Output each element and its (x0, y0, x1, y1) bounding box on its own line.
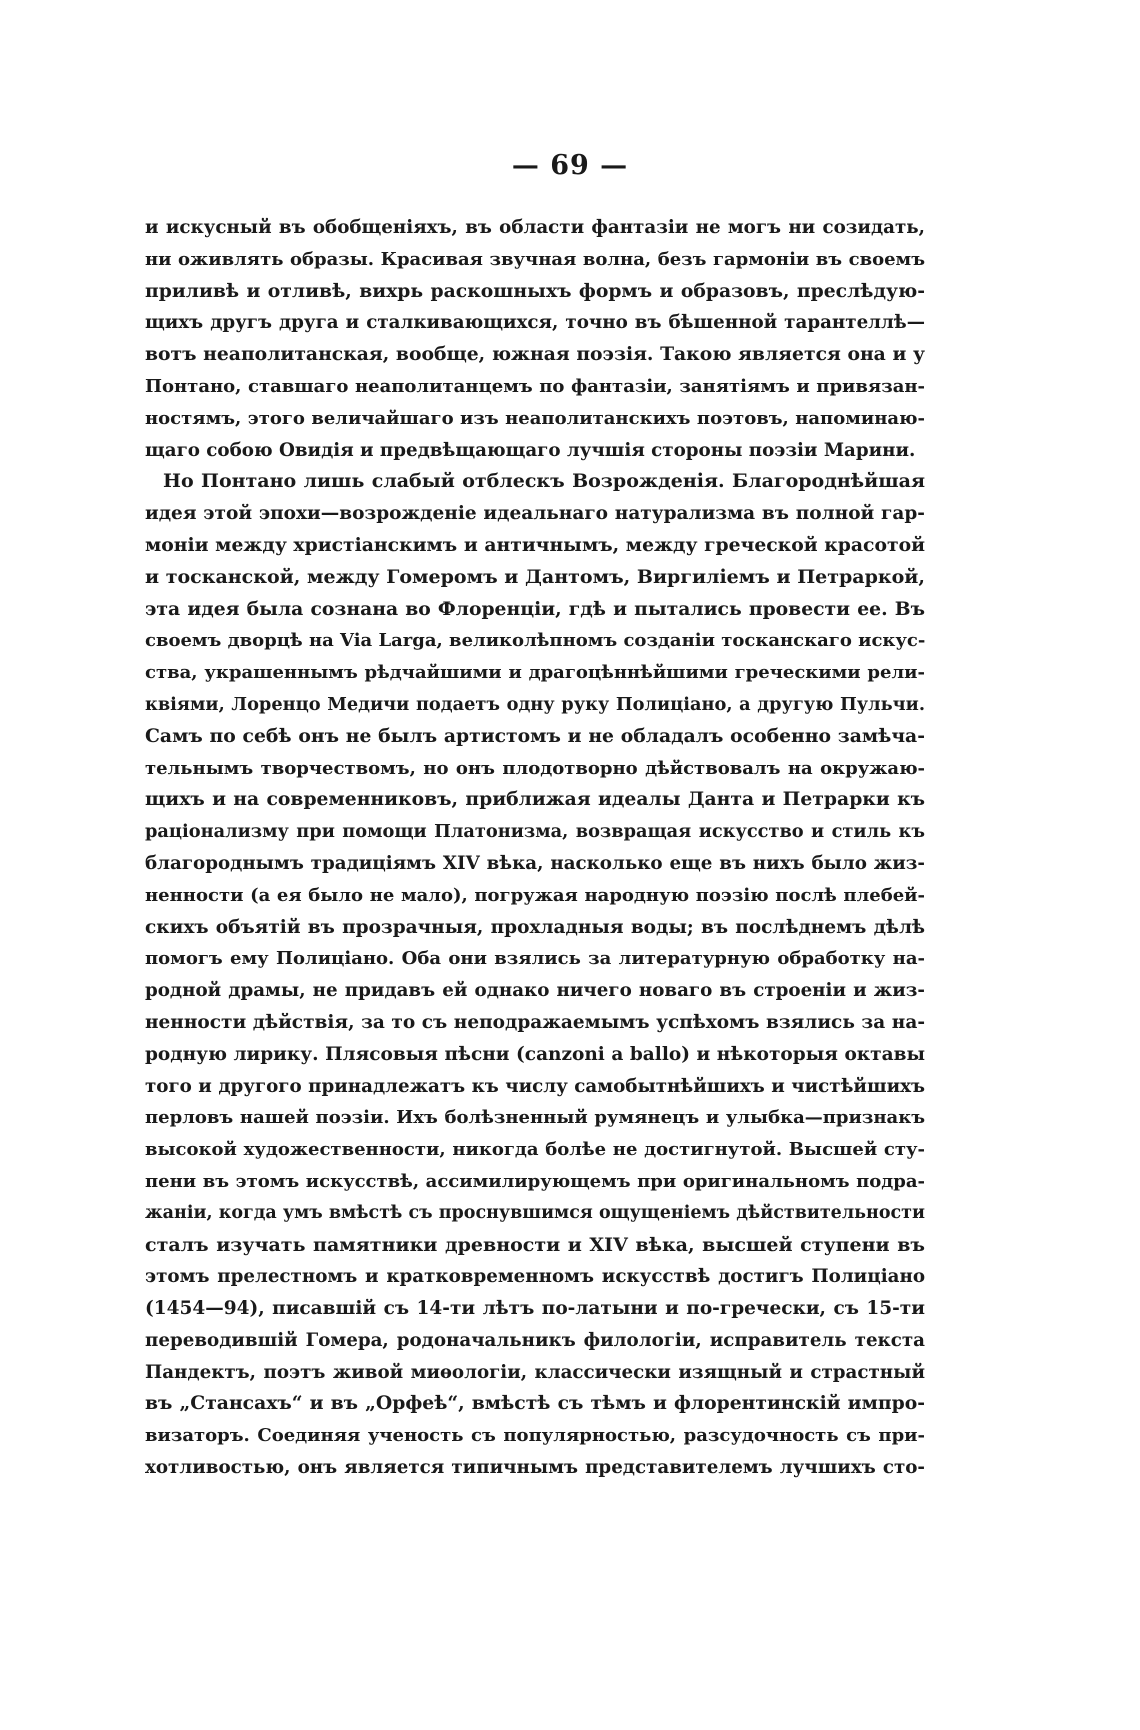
text-line: ностямъ, этого величайшаго изъ неаполитанскихъ поэтовъ, напоминаю- (145, 407, 925, 429)
text-line: сталъ изучать памятники древности и XIV вѣка, высшей ступени въ (145, 1233, 925, 1256)
text-line: (1454—94), писавшій съ 14-ти лѣтъ по-латыни и по-гречески, съ 15-ти (145, 1298, 925, 1320)
text-line: высокой художественности, никогда болѣе не достигнутой. Высшей сту- (145, 1139, 925, 1161)
text-line: моніи между христіанскимъ и античнымъ, между греческой красотой (145, 533, 925, 556)
body-text (145, 212, 925, 1484)
text-line: пени въ этомъ искусствѣ, ассимилирующемъ при оригинальномъ подра- (145, 1170, 925, 1192)
text-line: ства, украшеннымъ рѣдчайшими и драгоцѣннѣйшими греческими рели- (145, 662, 925, 684)
text-line: того и другого принадлежатъ къ числу самобытнѣйшихъ и чистѣйшихъ (145, 1075, 925, 1097)
text-line: Понтано, ставшаго неаполитанцемъ по фантазіи, занятіямъ и привязан- (145, 375, 925, 397)
text-line: тельнымъ творчествомъ, но онъ плодотворно дѣйствовалъ на окружаю- (145, 757, 925, 779)
text-line: квіями, Лоренцо Медичи подаетъ одну руку Полиціано, а другую Пульчи. (145, 693, 925, 715)
text-line: и тосканской, между Гомеромъ и Дантомъ, Виргиліемъ и Петраркой, (145, 565, 925, 588)
text-line: ненности дѣйствія, за то съ неподражаемымъ успѣхомъ взялись за на- (145, 1011, 925, 1033)
text-line: приливѣ и отливѣ, вихрь раскошныхъ формъ и образовъ, преслѣдую- (145, 279, 925, 302)
text-line: родной драмы, не придавъ ей однако ничего новаго въ строеніи и жиз- (145, 980, 925, 1002)
text-line: переводившій Гомера, родоначальникъ филологіи, исправитель текста (145, 1329, 925, 1351)
text-line: Но Понтано лишь слабый отблескъ Возрожденія. Благороднѣйшая (163, 470, 925, 493)
text-line: родную лирику. Плясовыя пѣсни (canzoni a ballo) и нѣкоторыя октавы (145, 1043, 925, 1065)
text-line: щихъ другъ друга и сталкивающихся, точно въ бѣшенной тарантеллѣ— (145, 312, 925, 334)
text-line: жаніи, когда умъ вмѣстѣ съ проснувшимся ощущеніемъ дѣйствительности (145, 1202, 925, 1223)
text-line: щихъ и на современниковъ, приближая идеалы Данта и Петрарки къ (145, 788, 925, 811)
text-line: ни оживлять образы. Красивая звучная волна, безъ гармоніи въ своемъ (145, 248, 925, 270)
text-line: перловъ нашей поэзіи. Ихъ болѣзненный румянецъ и улыбка—признакъ (145, 1107, 925, 1129)
text-line: Пандектъ, поэтъ живой миѳологіи, классически изящный и страстный (145, 1361, 925, 1383)
text-line: благороднымъ традиціямъ XIV вѣка, насколько еще въ нихъ было жиз- (145, 852, 925, 874)
text-line: этомъ прелестномъ и кратковременномъ искусствѣ достигъ Полиціано (145, 1266, 925, 1288)
text-line: щаго собою Овидія и предвѣщающаго лучшія стороны поэзіи Марини. (145, 439, 916, 461)
text-line: хотливостью, онъ является типичнымъ представителемъ лучшихъ сто- (145, 1457, 925, 1479)
text-line: въ „Стансахъ“ и въ „Орфеѣ“, вмѣстѣ съ тѣмъ и флорентинскій импро- (145, 1392, 925, 1415)
text-line: эта идея была сознана во Флоренціи, гдѣ и пытались провести ее. Въ (145, 597, 925, 620)
text-line: ненности (а ея было не мало), погружая народную поэзію послѣ плебей- (145, 884, 925, 906)
text-line: идея этой эпохи—возрожденіе идеальнаго натурализма въ полной гар- (145, 503, 925, 525)
text-line: скихъ объятій въ прозрачныя, прохладныя воды; въ послѣднемъ дѣлѣ (145, 916, 925, 938)
text-line: и искусный въ обобщеніяхъ, въ области фантазіи не могъ ни созидать, (145, 217, 925, 238)
text-line: помогъ ему Полиціано. Оба они взялись за литературную обработку на- (145, 948, 925, 970)
text-line: вотъ неаполитанская, вообще, южная поэзія. Такою является она и у (145, 343, 925, 366)
page-number: — 69 — (511, 150, 629, 181)
text-line: своемъ дворцѣ на Via Larga, великолѣпномъ созданіи тосканскаго искус- (145, 630, 926, 652)
text-line: визаторъ. Соединяя ученость съ популярностью, разсудочность съ при- (145, 1425, 925, 1447)
text-line: раціонализму при помощи Платонизма, возвращая искусство и стиль къ (145, 821, 925, 843)
text-line: Самъ по себѣ онъ не былъ артистомъ и не обладалъ особенно замѣча- (145, 724, 925, 747)
